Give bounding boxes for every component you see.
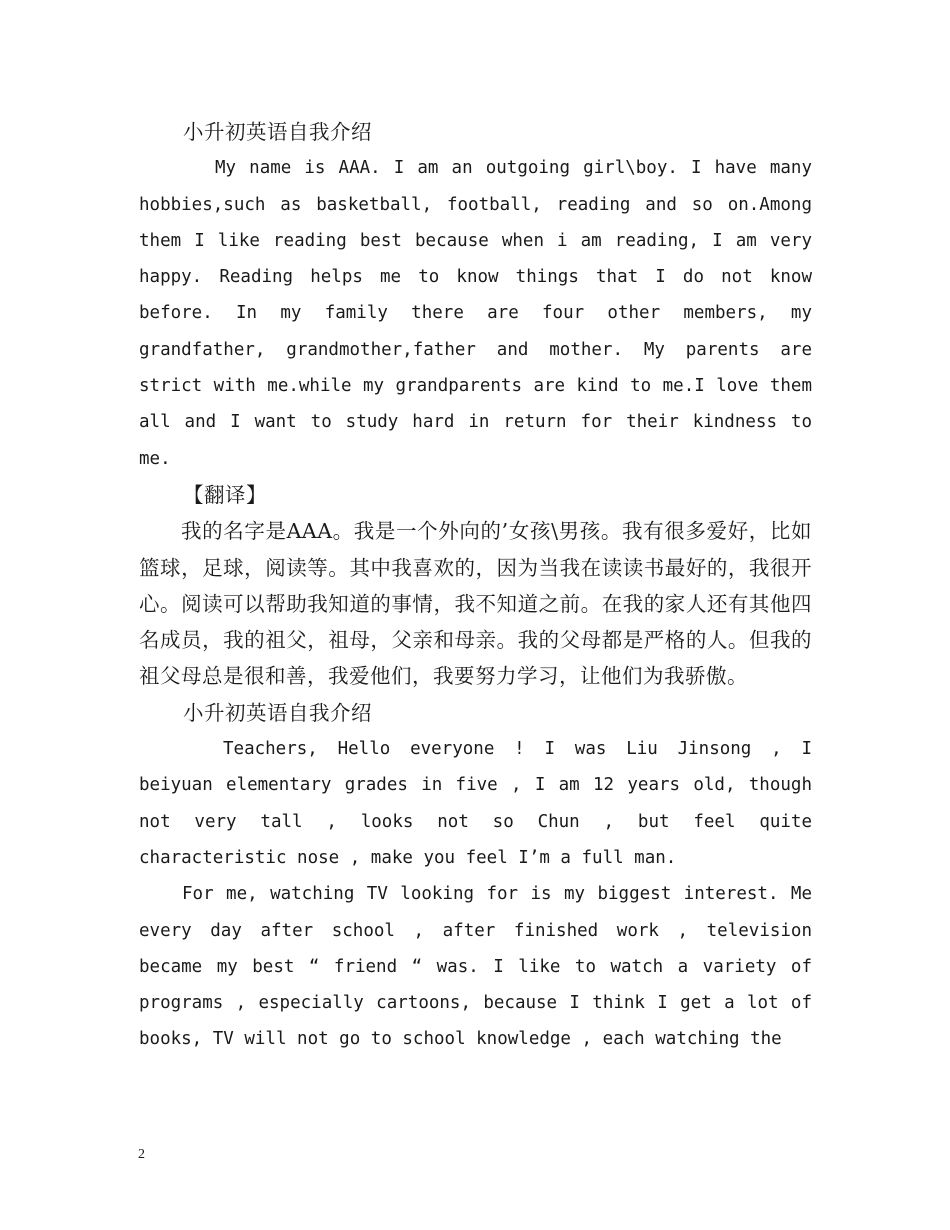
section-title: 小升初英语自我介绍 [183,700,372,725]
english-paragraph: For me, watching TV looking for is my biggest interest. Me every day after school , after finished work , television became my best “ friend “ was. I like to watch a variety of programs , especially cartoons, because I think I get a lot of books, TV will not go to school knowledge , each watching the [139,884,812,1050]
english-paragraph: Teachers, Hello everyone ! I was Liu Jinsong , I beiyuan elementary grades in five , I am 12 years old, though not very tall , looks not so Chun , but feel quite characteristic nose , make you feel I’m a full man. [139,739,812,868]
section-title: 小升初英语自我介绍 [183,120,372,144]
chinese-paragraph: 我的名字是AAA。我是一个外向的’女孩\男孩。我有很多爱好，比如篮球，足球，阅读等。其中我喜欢的，因为当我在读读书最好的，我很开心。阅读可以帮助我知道的事情，我不知道之前。在我的家人还有其他四名成员，我的祖父，祖母，父亲和母亲。我的父母都是严格的人。但我的祖父母总是很和善，我爱他们，我要努力学习，让他们为我骄傲。 [139,519,812,689]
translation-label: 【翻译】 [183,482,267,507]
english-paragraph: My name is AAA. I am an outgoing girl\boy. I have many hobbies,such as basketball, football, reading and so on.Among them I like reading best because when i am reading, I am very happy. Reading helps me to know things that I do not know before. In my family there are four other members, my grandfather, grandmother,father and mother. My parents are strict with me.while my grandparents are kind to me.I love them all and I want to study hard in return for their kindness to me. [139,158,812,469]
page-number: 2 [138,1147,145,1162]
document-body [139,114,812,1058]
